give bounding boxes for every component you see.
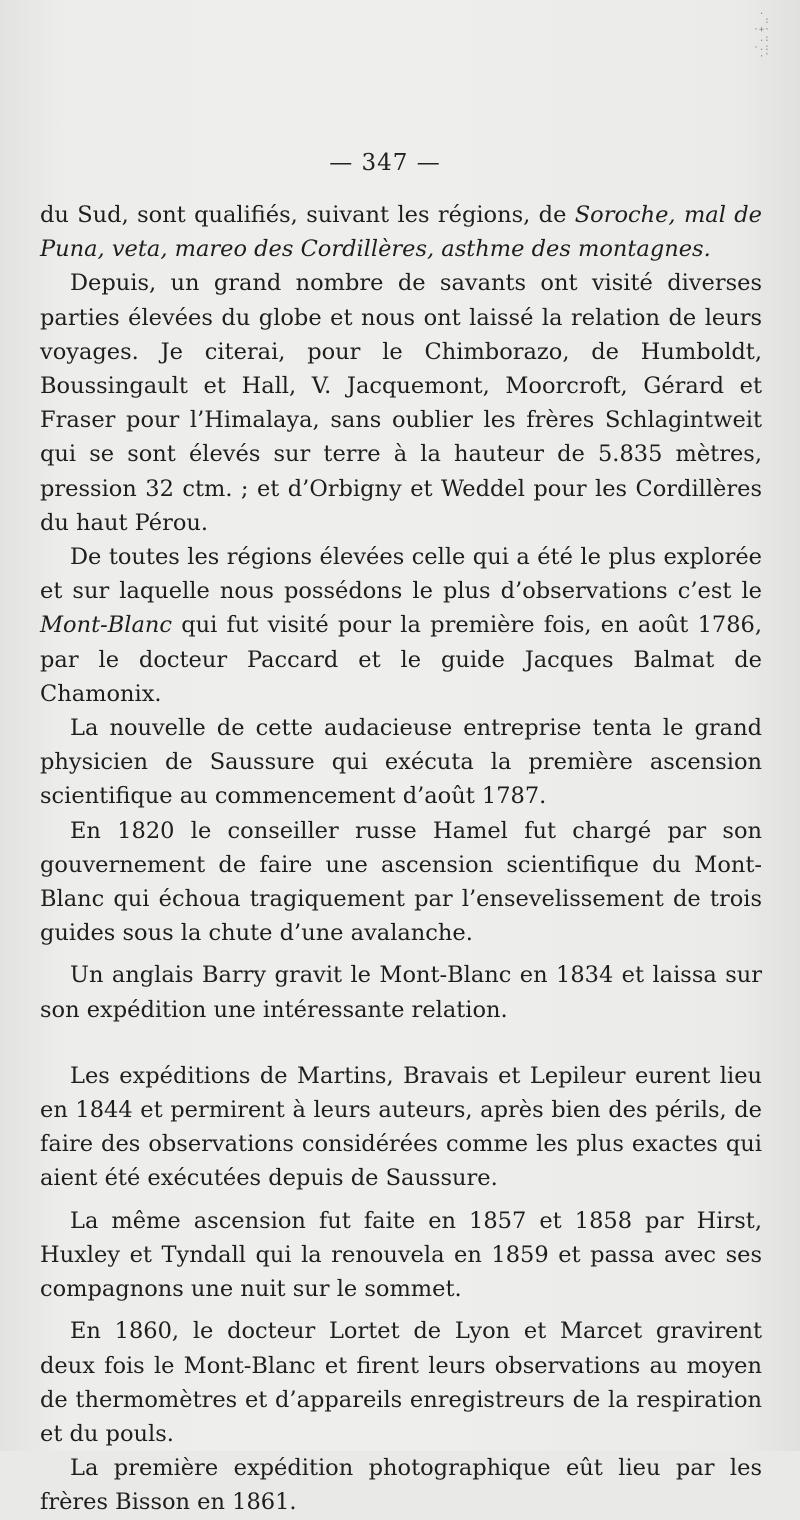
text-segment: La nouvelle de cette audacieuse entreprise tenta le grand physicien de Saussure qui exécuta la première ascension scientifique au commencement d’août 1787.: [40, 715, 762, 810]
text-segment: Les expéditions de Martins, Bravais et Lepileur eurent lieu en 1844 et permirent à leurs auteurs, après bien des périls, de faire des observations considérées comme les plus exactes qui aient été exécutées depuis de Saussure.: [40, 1062, 762, 1192]
paragraph: [40, 1204, 762, 1307]
paragraph: [40, 1314, 762, 1451]
text-segment: Un anglais Barry gravit le Mont-Blanc en 1834 et laissa sur son expédition une intéressante relation.: [40, 962, 762, 1023]
paragraph: [40, 958, 762, 1026]
text-segment: du Sud, sont qualifiés, suivant les régions, de: [40, 202, 575, 228]
text-segment: La même ascension fut faite en 1857 et 1858 par Hirst, Huxley et Tyndall qui la renouvela en 1859 et passa avec ses compagnons une nuit sur le sommet.: [40, 1207, 762, 1303]
paragraph-continuation: [40, 198, 762, 266]
text-segment: La première expédition photographique eût lieu par les frères Bisson en 1861.: [40, 1455, 762, 1516]
paragraph: [40, 1059, 762, 1196]
italic-text-segment: Soroche, mal de Puna, veta, mareo des Cordillères, asthme des montagnes.: [40, 202, 762, 263]
italic-text-segment: Mont-Blanc: [40, 612, 172, 639]
paragraph: [40, 266, 762, 540]
paragraph: [40, 1451, 762, 1519]
text-segment: En 1860, le docteur Lortet de Lyon et Marcet gravirent deux fois le Mont-Blanc et firent leurs observations au moyen de thermomètres et d’appareils enregistreurs de la respiration et du pouls.: [40, 1318, 762, 1447]
text-segment: En 1820 le conseiller russe Hamel fut chargé par son gouvernement de faire une ascension scientifique du Mont-Blanc qui échoua tragiquement par l’ensevelissement de trois guides sous la chute d’une avalanche.: [40, 817, 762, 947]
body-text: [40, 198, 762, 1520]
text-segment: De toutes les régions élevées celle qui a été le plus explorée et sur laquelle nous possédons le plus d’observations c’est le: [40, 544, 762, 605]
page-number: — 347 —: [329, 150, 441, 176]
paragraph: [40, 814, 762, 951]
paragraph: [40, 540, 762, 711]
text-segment: qui fut visité pour la première fois, en août 1786, par le docteur Paccard et le guide Jacques Balmat de Chamonix.: [40, 612, 762, 707]
text-segment: Depuis, un grand nombre de savants ont visité diverses parties élevées du globe et nous ont laissé la relation de leurs voyages. Je citerai, pour le Chimborazo, de Humboldt, Boussingault et Hall, V. Jacquemont, Moorcroft, Gérard et Fraser pour l’Himalaya, sans oublier les frères Schlagintweit qui se sont élevés sur terre à la hauteur de 5.835 mètres, pression 32 ctm. ; et d’Orbigny et Weddel pour les Cordillères du haut Pérou.: [40, 270, 762, 536]
paragraph: [40, 711, 762, 814]
margin-specks-decoration: . : ·+· .: ·.: ·': [753, 7, 770, 62]
